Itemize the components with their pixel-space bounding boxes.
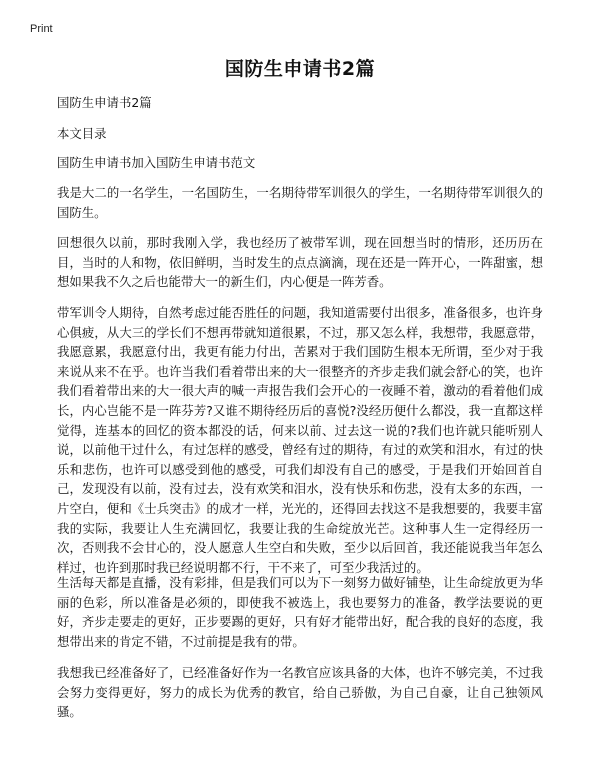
paragraph-4: 生活每天都是直播，没有彩排，但是我们可以为下一刻努力做好铺垫，让生命绽放更为华丽的色彩，所以准备是必须的，即使我不被选上，我也要努力的准备，教学法要说的更好，齐步走要走的更好，正步要踢的更好，只有好才能带出好，配合我的良好的态度，我想带出来的肯定不错，不过前提是我有的带。 xyxy=(57,575,543,649)
paragraph-3: 带军训令人期待，自然考虑过能否胜任的问题，我知道需要付出很多，准备很多，也许身心俱疲，从大三的学长们不想再带就知道很累，不过，那又怎么样，我想带，我愿意带，我愿意累，我愿意付出，我更有能力付出，苦累对于我们国防生根本无所谓，至少对于我来说从来不在乎。也许当我们看着带出来的大一很整齐的齐步走我们就会舒心的笑，也许我们看着带出来的大一很大声的喊一声报告我们会开心的一夜睡不着，激动的看着他们成长，内心岂能不是一阵芬芳?又谁不期待经历后的喜悦?没经历便什么都没，我一直都这样觉得，连基本的回忆的资本都没的话，何来以前、过去这一说的?我们也许就只能听别人说，以前他干过什么，有过怎样的感受，曾经有过的期待，有过的欢笑和泪水，有过的快乐和悲伤，也许可以感受到他的感受，可我们却没有自己的感受，于是我们开始回首自己，发现没有以前，没有过去，没有欢笑和泪水，没有快乐和伤悲，没有太多的东西，一片空白，便和《士兵突击》的成才一样，光光的，还得回去找这不是我想要的，我要丰富我的实际，我要让人生充满回忆，我要让我的生命绽放光芒。这种事人生一定得经历一次，否则我不会甘心的，没人愿意人生空白和失败，至少以后回首，我还能说我当年怎么样过，也许到那时我已经说明都不行，干不来了，可至少我活过的。 xyxy=(57,305,543,575)
paragraph-2: 回想很久以前，那时我刚入学，我也经历了被带军训，现在回想当时的情形，还历历在目，当时的人和物，依旧鲜明，当时发生的点点滴滴，现在还是一阵开心，一阵甜蜜，想想如果我不久之后也能带大一的新生们，内心便是一阵芳香。 xyxy=(57,235,543,290)
print-link[interactable]: Print xyxy=(30,23,53,35)
paragraph-1: 我是大二的一名学生，一名国防生，一名期待带军训很久的学生，一名期待带军训很久的国防生。 xyxy=(57,185,543,220)
page-title: 国防生申请书2篇 xyxy=(224,58,376,80)
document-subtitle: 国防生申请书2篇 xyxy=(57,95,152,110)
paragraph-5: 我想我已经准备好了，已经准备好作为一名教官应该具备的大体，也许不够完美，不过我会努力变得更好，努力的成长为优秀的教官，给自己骄傲，为自己自豪，让自己独领风骚。 xyxy=(57,665,543,720)
toc-item[interactable]: 国防生申请书加入国防生申请书范文 xyxy=(57,155,256,170)
toc-heading: 本文目录 xyxy=(57,126,107,141)
